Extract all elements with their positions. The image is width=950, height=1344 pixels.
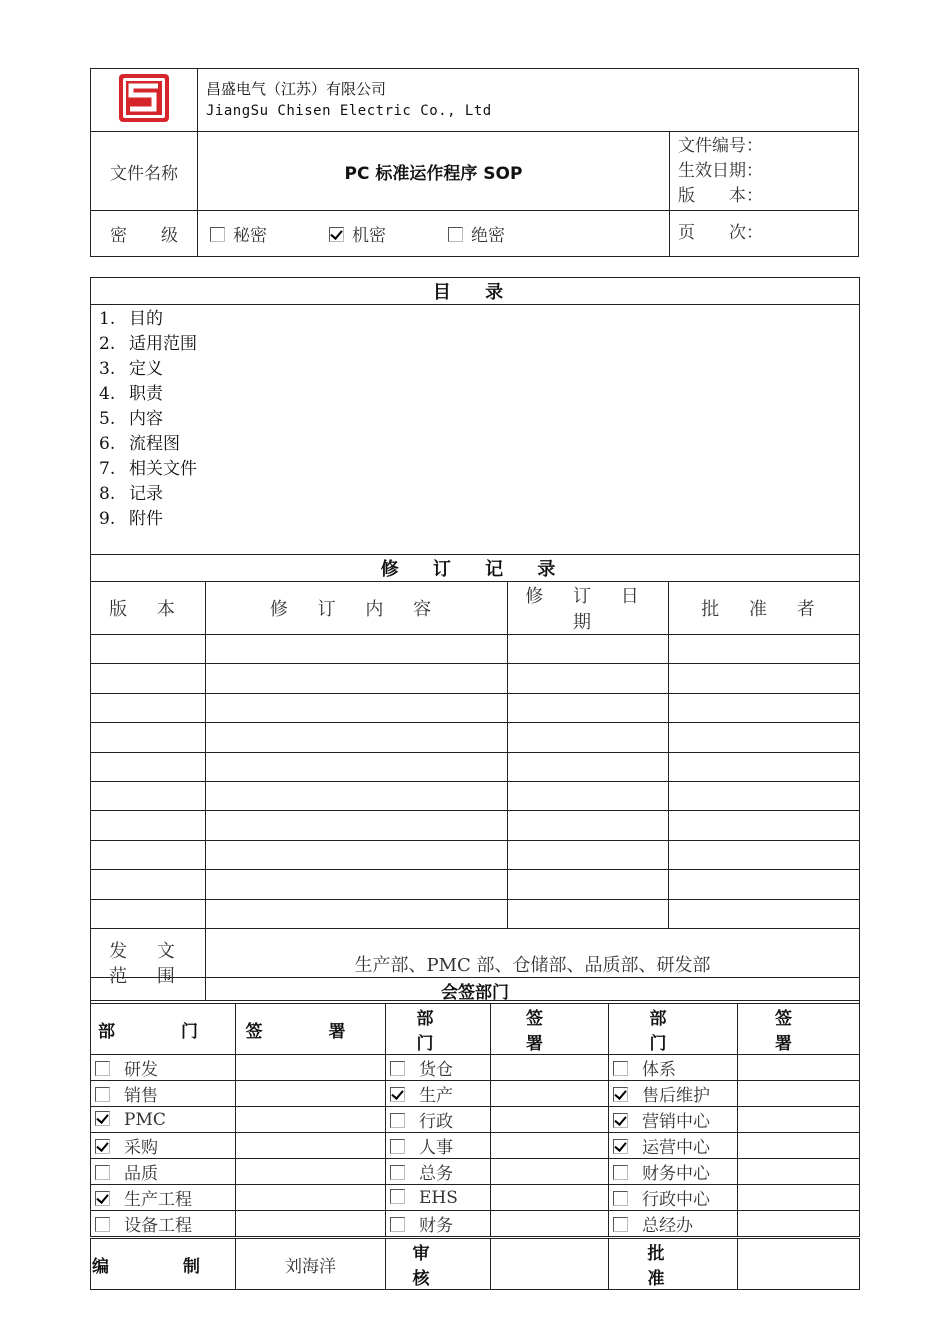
countersign-row	[91, 1159, 860, 1185]
toc-item	[99, 432, 859, 457]
countersign-row	[91, 1185, 860, 1211]
revision-date-cell[interactable]	[508, 899, 669, 928]
toc-item-number: 4.	[99, 384, 116, 404]
document-header	[90, 68, 859, 257]
revision-date-cell[interactable]	[508, 723, 669, 752]
revision-row	[91, 870, 860, 899]
revision-content-cell[interactable]	[206, 899, 508, 928]
classification-option[interactable]	[329, 221, 386, 246]
classification-option[interactable]	[448, 221, 505, 246]
checkbox-icon[interactable]	[613, 1139, 628, 1154]
page-label: 页 次：	[670, 211, 859, 257]
revision-title: 修 订 记 录	[91, 555, 860, 582]
revision-header-approver: 批 准 者	[669, 582, 860, 635]
revision-content-cell[interactable]	[206, 781, 508, 810]
revision-date-cell[interactable]	[508, 870, 669, 899]
toc-item-text: 定义	[129, 359, 163, 379]
revision-approver-cell[interactable]	[669, 781, 860, 810]
file-number-label: 文件编号：	[678, 135, 763, 156]
signature-cell[interactable]	[491, 1211, 609, 1238]
revision-header-content: 修 订 内 容	[206, 582, 508, 635]
toc-item-number: 2.	[99, 334, 116, 354]
revision-version-cell[interactable]	[91, 635, 206, 664]
revision-approver-cell[interactable]	[669, 899, 860, 928]
dept-option[interactable]	[386, 1081, 491, 1107]
sign-header: 签 署	[738, 1004, 860, 1055]
toc-item-number: 7.	[99, 459, 116, 479]
toc-item	[99, 357, 859, 382]
classification-option-label: 秘密	[233, 226, 267, 246]
distribution-label-line: 发 文	[109, 941, 187, 963]
toc-item	[99, 482, 859, 507]
toc-item-text: 记录	[129, 484, 163, 504]
company-name-cell	[198, 69, 859, 132]
revision-approver-cell[interactable]	[669, 752, 860, 781]
toc-item-text: 流程图	[129, 434, 180, 454]
revision-version-cell[interactable]	[91, 664, 206, 693]
dept-option[interactable]	[386, 1133, 491, 1159]
toc-item	[99, 457, 859, 482]
signature-cell[interactable]	[491, 1055, 609, 1081]
toc-item-text: 内容	[129, 409, 163, 429]
toc-title: 目 录	[91, 278, 860, 305]
dept-option[interactable]	[386, 1211, 491, 1238]
dept-label: 生产工程	[124, 1190, 192, 1210]
dept-option[interactable]	[91, 1055, 236, 1081]
classification-option-label: 机密	[352, 226, 386, 246]
countersign-row	[91, 1107, 860, 1133]
countersign-table	[90, 977, 860, 1290]
dept-label: 人事	[419, 1138, 453, 1158]
dept-option[interactable]	[609, 1107, 738, 1133]
dept-option[interactable]	[609, 1185, 738, 1211]
company-name-en: JiangSu Chisen Electric Co., Ltd	[206, 103, 492, 119]
signature-cell[interactable]	[738, 1185, 860, 1211]
checkbox-icon[interactable]	[95, 1139, 110, 1154]
signature-cell[interactable]	[491, 1107, 609, 1133]
revision-date-cell[interactable]	[508, 840, 669, 869]
revision-date-cell[interactable]	[508, 811, 669, 840]
revision-approver-cell[interactable]	[669, 840, 860, 869]
toc-item-number: 8.	[99, 484, 116, 504]
dept-option[interactable]	[609, 1211, 738, 1238]
countersign-row	[91, 1055, 860, 1081]
prepared-by[interactable]: 刘海洋	[236, 1238, 386, 1290]
revision-content-cell[interactable]	[206, 635, 508, 664]
dept-label: 行政中心	[642, 1190, 710, 1210]
checkbox-icon[interactable]	[390, 1189, 405, 1204]
toc-item	[99, 407, 859, 432]
revision-content-cell[interactable]	[206, 693, 508, 722]
dept-option[interactable]	[609, 1133, 738, 1159]
revision-date-cell[interactable]	[508, 635, 669, 664]
dept-label: EHS	[419, 1187, 458, 1208]
signature-cell[interactable]	[236, 1159, 386, 1185]
dept-option[interactable]	[386, 1159, 491, 1185]
revision-content-cell[interactable]	[206, 664, 508, 693]
prepared-label: 编 制	[91, 1238, 236, 1290]
approved-by[interactable]	[738, 1238, 860, 1290]
checkbox-icon[interactable]	[210, 227, 225, 242]
toc-item	[99, 332, 859, 357]
document-body-table	[90, 277, 860, 1001]
dept-label: 营销中心	[642, 1112, 710, 1132]
revision-date-cell[interactable]	[508, 664, 669, 693]
revision-version-cell[interactable]	[91, 723, 206, 752]
toc-item-text: 相关文件	[129, 459, 197, 479]
checkbox-icon[interactable]	[329, 227, 344, 242]
dept-option[interactable]	[91, 1159, 236, 1185]
dept-label: 采购	[124, 1138, 158, 1158]
company-logo	[118, 73, 170, 123]
dept-option[interactable]	[386, 1185, 491, 1211]
toc-item	[99, 307, 859, 332]
revision-row	[91, 840, 860, 869]
classification-options	[198, 211, 670, 257]
sign-header: 签 署	[236, 1004, 386, 1055]
distribution-label-line: 范 围	[109, 966, 187, 988]
checkbox-icon[interactable]	[95, 1111, 110, 1126]
signature-cell[interactable]	[491, 1185, 609, 1211]
checkbox-icon[interactable]	[390, 1113, 405, 1128]
signature-cell[interactable]	[236, 1055, 386, 1081]
dept-option[interactable]	[91, 1107, 236, 1133]
checkbox-icon[interactable]	[95, 1191, 110, 1206]
revision-row	[91, 635, 860, 664]
reviewed-by[interactable]	[491, 1238, 609, 1290]
dept-option[interactable]	[91, 1185, 236, 1211]
dept-option[interactable]	[386, 1107, 491, 1133]
signature-cell[interactable]	[491, 1133, 609, 1159]
checkbox-icon[interactable]	[95, 1165, 110, 1180]
toc-item-text: 职责	[129, 384, 163, 404]
toc-list	[91, 305, 860, 555]
checkbox-icon[interactable]	[390, 1061, 405, 1076]
signature-cell[interactable]	[738, 1159, 860, 1185]
signature-cell[interactable]	[738, 1107, 860, 1133]
revision-header-date: 修 订 日 期	[508, 582, 669, 635]
revision-row	[91, 752, 860, 781]
revision-row	[91, 723, 860, 752]
checkbox-icon[interactable]	[390, 1165, 405, 1180]
signature-cell[interactable]	[738, 1211, 860, 1238]
countersign-row	[91, 1081, 860, 1107]
revision-version-cell[interactable]	[91, 781, 206, 810]
distribution-scope: 生产部、PMC 部、仓储部、品质部、研发部	[206, 928, 860, 1000]
dept-label: 售后维护	[642, 1086, 710, 1106]
checkbox-icon[interactable]	[613, 1191, 628, 1206]
toc-item-text: 目的	[129, 309, 163, 329]
dept-label: 设备工程	[124, 1216, 192, 1236]
dept-option[interactable]	[609, 1081, 738, 1107]
revision-approver-cell[interactable]	[669, 723, 860, 752]
revision-header-version: 版 本	[91, 582, 206, 635]
dept-option[interactable]	[609, 1159, 738, 1185]
dept-option[interactable]	[386, 1055, 491, 1081]
revision-version-cell[interactable]	[91, 899, 206, 928]
checkbox-icon[interactable]	[390, 1139, 405, 1154]
toc-item	[99, 507, 859, 532]
checkbox-icon[interactable]	[613, 1113, 628, 1128]
revision-version-cell[interactable]	[91, 870, 206, 899]
file-name-label: 文件名称	[91, 132, 198, 211]
signature-cell[interactable]	[491, 1159, 609, 1185]
company-name-cn: 昌盛电气（江苏）有限公司	[206, 80, 387, 98]
checkbox-icon[interactable]	[95, 1061, 110, 1076]
revision-version-cell[interactable]	[91, 840, 206, 869]
revision-version-cell[interactable]	[91, 752, 206, 781]
dept-label: PMC	[124, 1109, 166, 1130]
signature-cell[interactable]	[236, 1185, 386, 1211]
toc-item	[99, 382, 859, 407]
toc-item-number: 9.	[99, 509, 116, 529]
revision-content-cell[interactable]	[206, 840, 508, 869]
revision-date-cell[interactable]	[508, 752, 669, 781]
classification-label: 密 级	[91, 211, 198, 257]
toc-item-text: 附件	[129, 509, 163, 529]
signature-cell[interactable]	[738, 1081, 860, 1107]
effective-date-label: 生效日期：	[678, 160, 763, 181]
dept-label: 运营中心	[642, 1138, 710, 1158]
toc-item-number: 3.	[99, 359, 116, 379]
dept-label: 总务	[419, 1164, 453, 1184]
dept-header: 部 门	[609, 1004, 738, 1055]
revision-content-cell[interactable]	[206, 811, 508, 840]
signature-cell[interactable]	[491, 1081, 609, 1107]
dept-option[interactable]	[91, 1133, 236, 1159]
classification-option-label: 绝密	[471, 226, 505, 246]
dept-option[interactable]	[91, 1211, 236, 1238]
dept-label: 货仓	[419, 1060, 453, 1080]
checkbox-icon[interactable]	[95, 1217, 110, 1232]
checkbox-icon[interactable]	[613, 1061, 628, 1076]
revision-row	[91, 693, 860, 722]
revision-row	[91, 781, 860, 810]
logo-cell	[91, 69, 198, 132]
revision-row	[91, 811, 860, 840]
classification-option[interactable]	[210, 221, 267, 246]
reviewed-label: 审 核	[386, 1238, 491, 1290]
revision-version-cell[interactable]	[91, 693, 206, 722]
dept-header: 部 门	[386, 1004, 491, 1055]
checkbox-icon[interactable]	[390, 1217, 405, 1232]
revision-content-cell[interactable]	[206, 723, 508, 752]
dept-option[interactable]	[91, 1081, 236, 1107]
countersign-row	[91, 1211, 860, 1238]
checkbox-icon[interactable]	[448, 227, 463, 242]
dept-label: 财务	[419, 1216, 453, 1236]
revision-content-cell[interactable]	[206, 752, 508, 781]
dept-option[interactable]	[609, 1055, 738, 1081]
revision-content-cell[interactable]	[206, 870, 508, 899]
revision-approver-cell[interactable]	[669, 693, 860, 722]
checkbox-icon[interactable]	[95, 1087, 110, 1102]
signature-cell[interactable]	[236, 1211, 386, 1238]
toc-item-number: 5.	[99, 409, 116, 429]
checkbox-icon[interactable]	[613, 1165, 628, 1180]
dept-label: 品质	[124, 1164, 158, 1184]
revision-version-cell[interactable]	[91, 811, 206, 840]
dept-header: 部 门	[91, 1004, 236, 1055]
dept-label: 行政	[419, 1112, 453, 1132]
signature-cell[interactable]	[738, 1055, 860, 1081]
dept-label: 体系	[642, 1060, 676, 1080]
checkbox-icon[interactable]	[613, 1087, 628, 1102]
signature-cell[interactable]	[236, 1133, 386, 1159]
dept-label: 财务中心	[642, 1164, 710, 1184]
approved-label: 批 准	[609, 1238, 738, 1290]
countersign-title: 会签部门	[91, 978, 860, 1004]
toc-item-number: 1.	[99, 309, 116, 329]
countersign-row	[91, 1133, 860, 1159]
toc-item-text: 适用范围	[129, 334, 197, 354]
version-label: 版 本：	[678, 185, 763, 206]
revision-approver-cell[interactable]	[669, 664, 860, 693]
sign-header: 签 署	[491, 1004, 609, 1055]
document-meta	[670, 132, 859, 211]
revision-date-cell[interactable]	[508, 781, 669, 810]
dept-label: 生产	[419, 1086, 453, 1106]
revision-date-cell[interactable]	[508, 693, 669, 722]
checkbox-icon[interactable]	[390, 1087, 405, 1102]
signature-cell[interactable]	[738, 1133, 860, 1159]
dept-label: 销售	[124, 1086, 158, 1106]
signature-cell[interactable]	[236, 1107, 386, 1133]
revision-approver-cell[interactable]	[669, 870, 860, 899]
checkbox-icon[interactable]	[613, 1217, 628, 1232]
dept-label: 总经办	[642, 1216, 693, 1236]
dept-label: 研发	[124, 1060, 158, 1080]
revision-row	[91, 664, 860, 693]
revision-approver-cell[interactable]	[669, 635, 860, 664]
toc-item-number: 6.	[99, 434, 116, 454]
revision-approver-cell[interactable]	[669, 811, 860, 840]
signature-cell[interactable]	[236, 1081, 386, 1107]
revision-row	[91, 899, 860, 928]
document-title: PC 标准运作程序 SOP	[198, 132, 670, 211]
